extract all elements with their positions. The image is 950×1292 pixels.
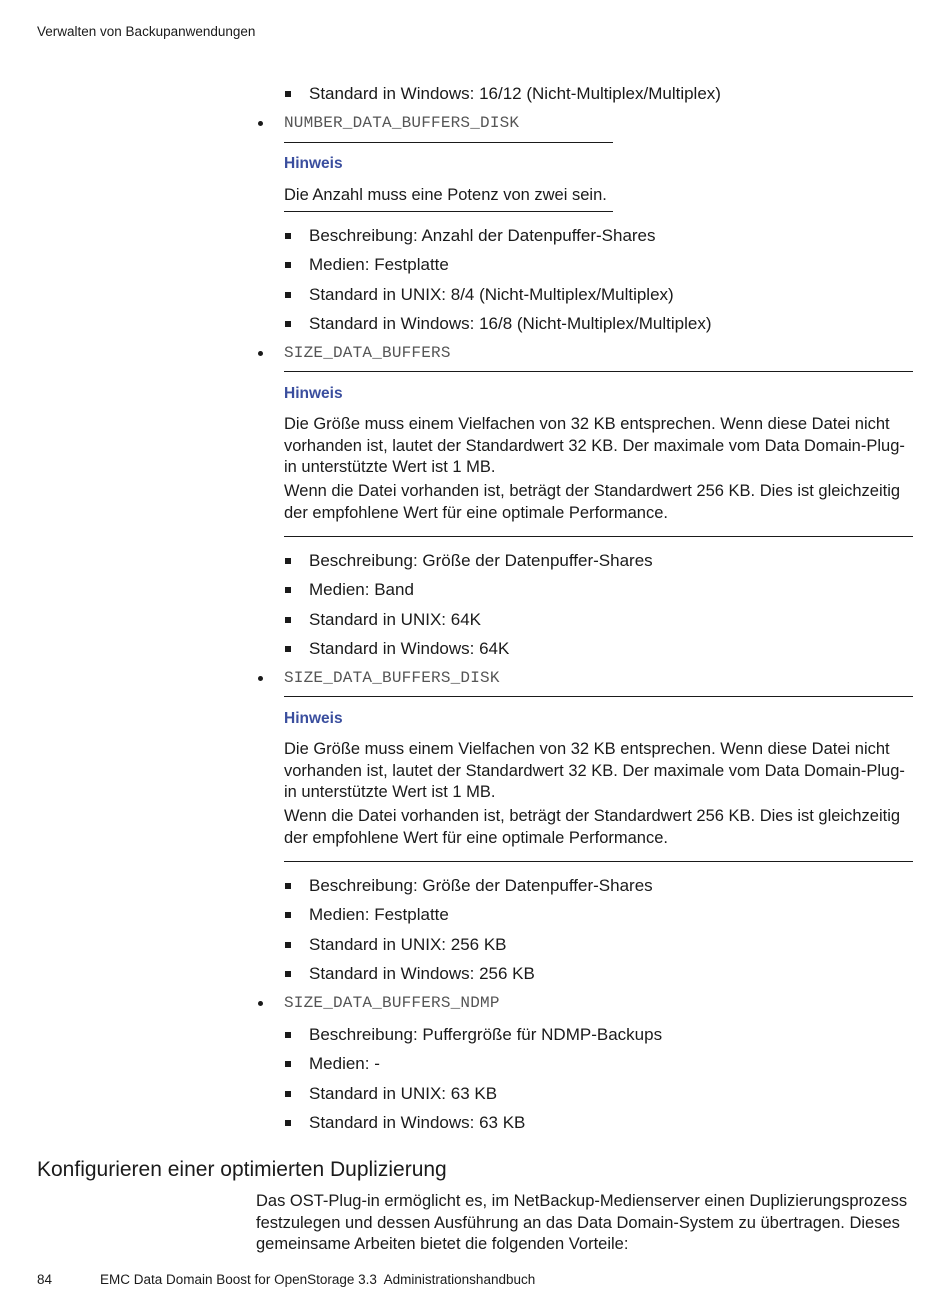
list-item: Standard in Windows: 64K	[309, 639, 510, 658]
list-item: Standard in UNIX: 8/4 (Nicht-Multiplex/Multiplex)	[309, 285, 674, 304]
list-item: Medien: Festplatte	[309, 905, 449, 924]
note-text: Wenn die Datei vorhanden ist, beträgt der Standardwert 256 KB. Dies ist gleichzeitig der empfohlene Wert für eine optimale Performance.	[284, 807, 901, 847]
param-size-data-buffers-disk: SIZE_DATA_BUFFERS_DISK	[284, 669, 500, 687]
list-item: Beschreibung: Größe der Datenpuffer-Shares	[309, 876, 653, 895]
note-top-rule	[284, 142, 613, 143]
note-bottom-rule	[284, 536, 913, 537]
note-title: Hinweis	[284, 385, 343, 402]
param-number-data-buffers-disk: NUMBER_DATA_BUFFERS_DISK	[284, 114, 520, 132]
note-top-rule	[284, 371, 913, 372]
list-item: Medien: Festplatte	[309, 255, 449, 274]
note-text: Die Größe muss einem Vielfachen von 32 KB entsprechen. Wenn diese Datei nicht vorhanden ist, lautet der Standardwert 32 KB. Der maximale vom Data Domain-Plug-in unterstützte Wert ist 1 MB.	[284, 415, 905, 476]
running-header: Verwalten von Backupanwendungen	[37, 24, 256, 39]
note-bottom-rule	[284, 861, 913, 862]
param-size-data-buffers-ndmp: SIZE_DATA_BUFFERS_NDMP	[284, 994, 500, 1012]
list-item: Beschreibung: Puffergröße für NDMP-Backups	[309, 1025, 663, 1044]
list-item: Standard in UNIX: 256 KB	[309, 935, 507, 954]
list-item: Standard in UNIX: 63 KB	[309, 1084, 498, 1103]
section-intro: Das OST-Plug-in ermöglicht es, im NetBackup-Medienserver einen Duplizierungsprozess festzulegen und dessen Ausführung an das Data Domain-System zu übertragen. Dieses gemeinsame Arbeiten bietet die folgenden Vorteile:	[256, 1192, 908, 1253]
param-size-data-buffers: SIZE_DATA_BUFFERS	[284, 344, 451, 362]
list-item: Beschreibung: Größe der Datenpuffer-Shares	[309, 551, 653, 570]
note-text: Die Größe muss einem Vielfachen von 32 KB entsprechen. Wenn diese Datei nicht vorhanden ist, lautet der Standardwert 32 KB. Der maximale vom Data Domain-Plug-in unterstützte Wert ist 1 MB.	[284, 740, 905, 801]
list-item: Standard in Windows: 256 KB	[309, 964, 535, 983]
list-item: Standard in Windows: 63 KB	[309, 1113, 526, 1132]
note-text: Wenn die Datei vorhanden ist, beträgt der Standardwert 256 KB. Dies ist gleichzeitig der empfohlene Wert für eine optimale Performance.	[284, 482, 901, 522]
note-bottom-rule	[284, 211, 613, 212]
note-title: Hinweis	[284, 710, 343, 727]
note-top-rule	[284, 696, 913, 697]
list-item: Medien: -	[309, 1054, 380, 1073]
note-text: Die Anzahl muss eine Potenz von zwei sein.	[284, 186, 607, 204]
footer-doc-title: EMC Data Domain Boost for OpenStorage 3.3 Administrationshandbuch	[100, 1272, 536, 1287]
list-item: Beschreibung: Anzahl der Datenpuffer-Shares	[309, 226, 656, 245]
list-item: Standard in Windows: 16/8 (Nicht-Multiplex/Multiplex)	[309, 314, 712, 333]
list-item: Standard in Windows: 16/12 (Nicht-Multiplex/Multiplex)	[309, 84, 721, 103]
page-number: 84	[37, 1272, 53, 1287]
note-title: Hinweis	[284, 155, 343, 172]
list-item: Standard in UNIX: 64K	[309, 610, 481, 629]
section-title: Konfigurieren einer optimierten Duplizierung	[37, 1158, 447, 1181]
list-item: Medien: Band	[309, 580, 414, 599]
